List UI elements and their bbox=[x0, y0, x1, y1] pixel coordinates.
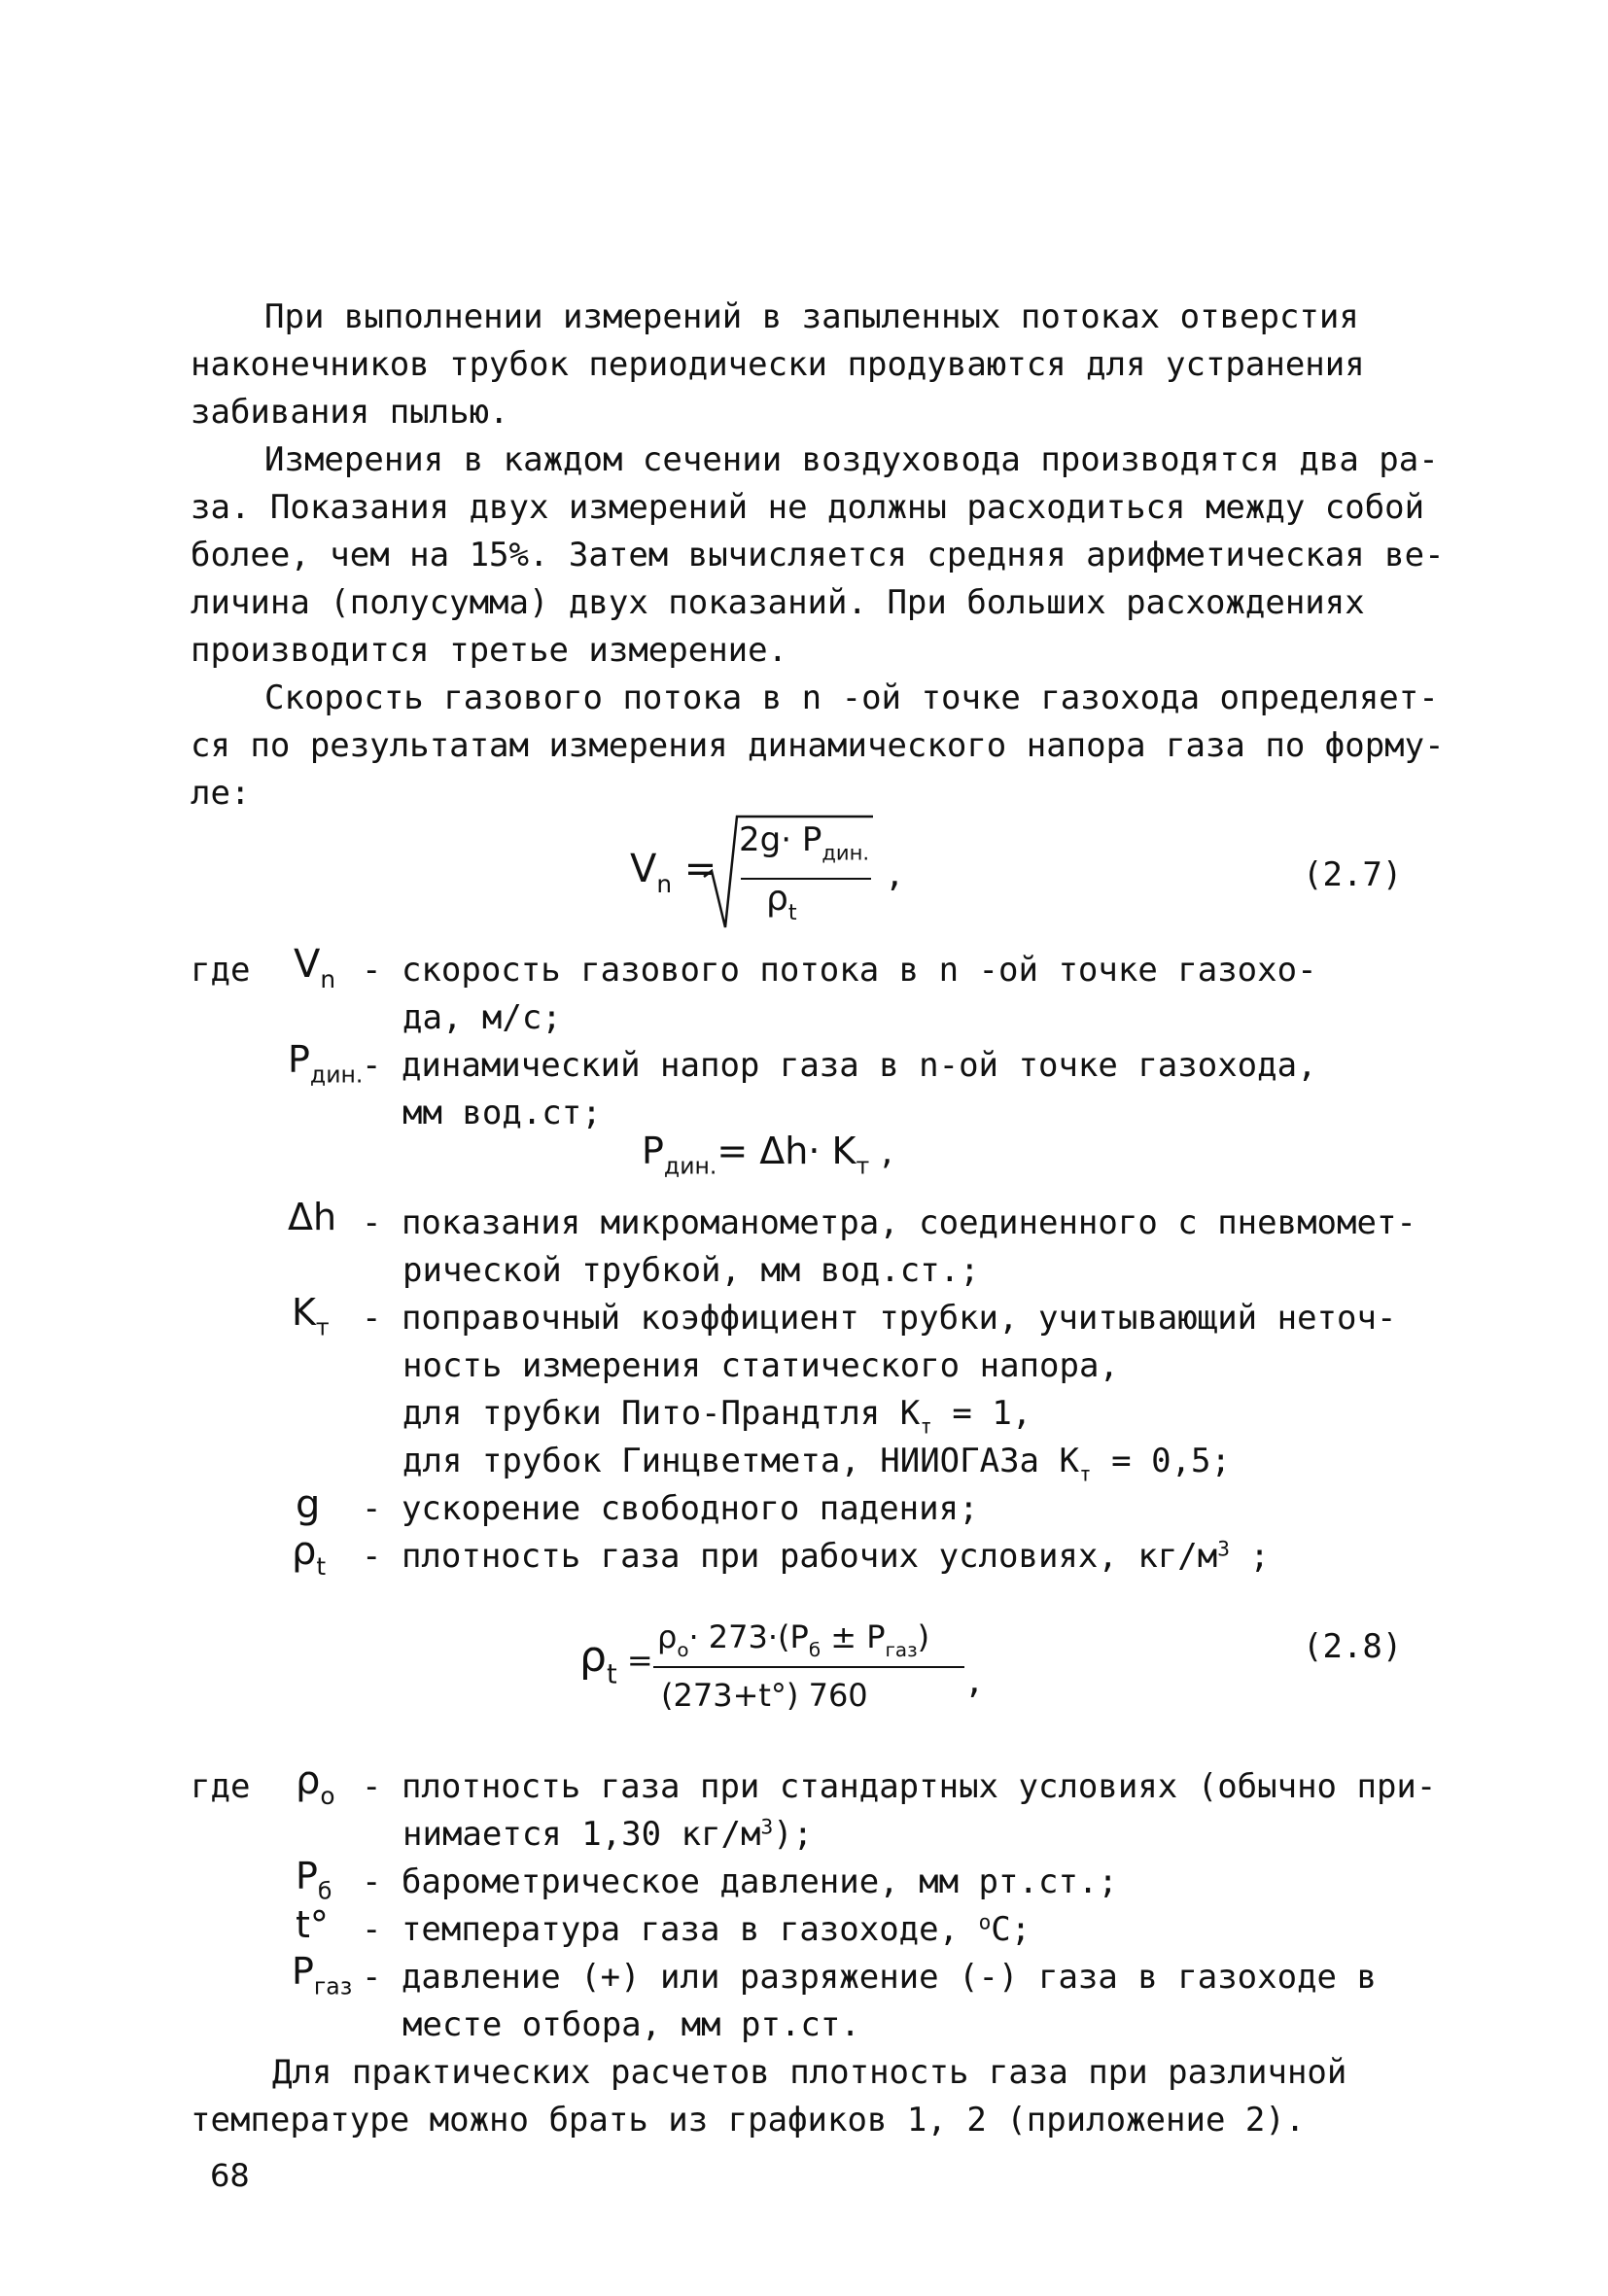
symbol-pgaz: $P_{газ}$ bbox=[292, 1950, 353, 2000]
text-line: При выполнении измерений в запыленных потоках отверстия bbox=[264, 297, 1359, 336]
definition-text: - динамический напор газа в n-ой точке газохода, bbox=[362, 1046, 1317, 1085]
symbol-pdin: $P_{дин.}$ bbox=[288, 1038, 364, 1089]
text-line: забивания пылью. bbox=[191, 393, 509, 432]
formula-2-7-denominator: $\rho_t$ bbox=[766, 879, 797, 926]
formula-2-7-lhs: $V_n$ = bbox=[630, 847, 717, 899]
definition-text: - показания микроманометра, соединенного с пневмомет- bbox=[362, 1203, 1416, 1242]
definition-text: для трубки Пито-Прандтля $K_т = 1$, bbox=[402, 1394, 1032, 1439]
symbol-rho-0: $\rho_o$ bbox=[296, 1758, 335, 1811]
pdin-formula: $P_{дин.}= \Delta h\cdot K_т$ , bbox=[642, 1130, 893, 1180]
text-line: за. Показания двух измерений не должны расходиться между собой bbox=[191, 488, 1425, 527]
formula-2-8-denominator: (273+t°) 760 bbox=[661, 1677, 868, 1714]
symbol-vn: $V_n$ bbox=[294, 942, 336, 994]
definition-text: - плотность газа при стандартных условиях (обычно при- bbox=[362, 1767, 1437, 1806]
definition-text: для трубок Гинцветмета, НИИОГАЗа $K_т = 0,5$; bbox=[402, 1442, 1231, 1486]
fraction-bar bbox=[653, 1664, 966, 1670]
definition-text: мм вод.ст; bbox=[402, 1094, 602, 1132]
text-line: более, чем на 15%. Затем вычисляется средняя арифметическая ве- bbox=[191, 536, 1445, 574]
where-label: где bbox=[191, 951, 251, 990]
text-line: Для практических расчетов плотность газа при различной bbox=[272, 2053, 1347, 2092]
definition-text: - поправочный коэффициент трубки, учитывающий неточ- bbox=[362, 1299, 1397, 1338]
formula-2-8-number: (2.8) bbox=[1303, 1627, 1403, 1666]
text-line: температуре можно брать из графиков 1, 2 (приложение 2). bbox=[191, 2101, 1306, 2139]
text-line: наконечников трубок периодически продуваются для устранения bbox=[191, 345, 1365, 384]
definition-text: - давление (+) или разряжение (-) газа в газоходе в bbox=[362, 1958, 1377, 1997]
symbol-delta-h: Δh bbox=[288, 1196, 337, 1238]
definition-text: - ускорение свободного падения; bbox=[362, 1489, 979, 1528]
definition-text: - барометрическое давление, мм рт.ст.; bbox=[362, 1862, 1118, 1901]
definition-text: - скорость газового потока в n -ой точке газохо- bbox=[362, 951, 1317, 990]
page-number: 68 bbox=[210, 2157, 250, 2194]
definition-text: нимается 1,30 $кг/м^3$); bbox=[402, 1814, 814, 1854]
text-line: личина (полусумма) двух показаний. При больших расхождениях bbox=[191, 583, 1365, 622]
where-label: где bbox=[191, 1767, 251, 1806]
text-line: ся по результатам измерения динамического напора газа по форму- bbox=[191, 726, 1445, 765]
text-line: производится третье измерение. bbox=[191, 631, 788, 670]
symbol-pb: $P_б$ bbox=[296, 1855, 332, 1905]
symbol-temp: t° bbox=[296, 1903, 329, 1946]
text-line: Измерения в каждом сечении воздуховода производятся два ра- bbox=[264, 440, 1439, 479]
formula-2-8-lhs: $\rho_t$ = bbox=[579, 1632, 653, 1690]
text-line: ле: bbox=[191, 774, 251, 813]
definition-text: ность измерения статического напора, bbox=[402, 1346, 1119, 1385]
formula-2-8-tail: , bbox=[964, 1662, 985, 1701]
definition-text: - температура газа в газоходе, $^o$С; bbox=[362, 1909, 1031, 1949]
formula-2-7-numerator: $2g\cdot P_{дин.}$ bbox=[739, 820, 870, 865]
definition-text: да, м/с; bbox=[402, 998, 562, 1037]
definition-text: - плотность газа при рабочих условиях, $кг/м^3$ ; bbox=[362, 1536, 1270, 1576]
symbol-kt: $K_т$ bbox=[292, 1291, 330, 1341]
definition-text: месте отбора, мм рт.ст. bbox=[402, 2005, 860, 2044]
symbol-g: g bbox=[296, 1482, 321, 1527]
definition-text: рической трубкой, мм вод.ст.; bbox=[402, 1251, 980, 1290]
formula-2-7-tail: , bbox=[885, 855, 905, 894]
symbol-rho-t: $\rho_t$ bbox=[292, 1529, 327, 1582]
formula-2-8-numerator: $\rho_o\cdot 273\cdot(P_б \pm P_{газ})$ bbox=[657, 1618, 930, 1661]
formula-2-7-number: (2.7) bbox=[1303, 855, 1403, 894]
text-line: Скорость газового потока в n -ой точке газохода определяет- bbox=[264, 678, 1439, 717]
